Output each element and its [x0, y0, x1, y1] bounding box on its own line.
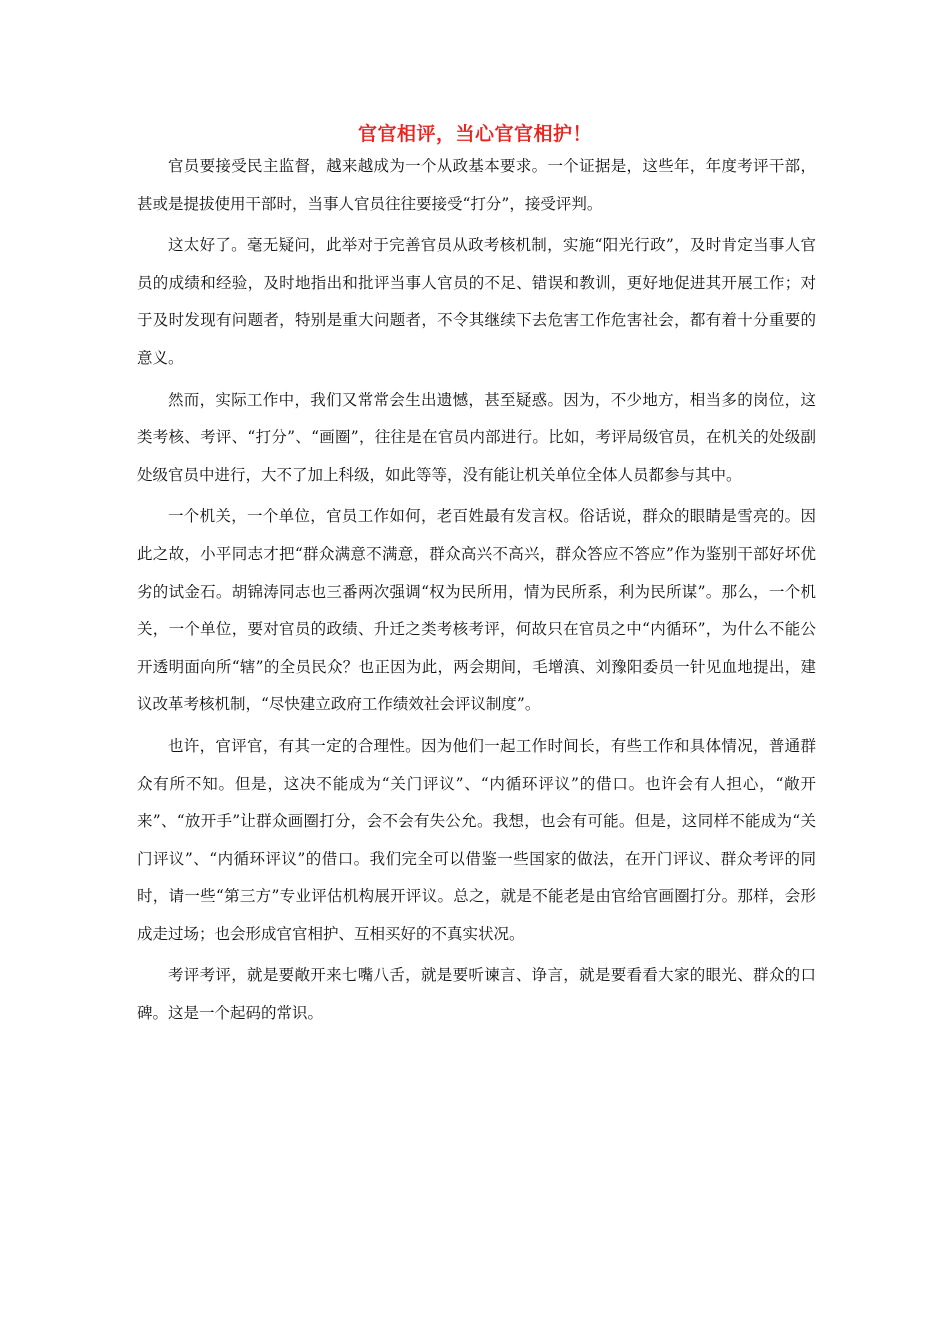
document-title: 官官相评，当心官官相护！ [357, 123, 592, 145]
paragraph-5: 也许，官评官，有其一定的合理性。因为他们一起工作时间长，有些工作和具体情况，普通群众有所不知。但是，这决不能成为“关门评议”、“内循环评议”的借口。也许会有人担心，“敞开来”、“放开手”让群众画圈打分，会不会有失公允。我想，也会有可能。但是，这同样不能成为“关门评议”、“内循环评议”的借口。我们完全可以借鉴一些国家的做法，在开门评议、群众考评的同时，请一些“第三方”专业评估机构展开评议。总之，就是不能老是由官给官画圈打分。那样，会形成走过场；也会形成官官相护、互相买好的不真实状况。 [137, 736, 816, 943]
paragraph-4: 一个机关，一个单位，官员工作如何，老百姓最有发言权。俗话说，群众的眼睛是雪亮的。因此之故，小平同志才把“群众满意不满意，群众高兴不高兴，群众答应不答应”作为鉴别干部好坏优劣的试金石。胡锦涛同志也三番两次强调“权为民所用，情为民所系，利为民所谋”。那么，一个机关，一个单位，要对官员的政绩、升迁之类考核考评，何故只在官员之中“内循环”，为什么不能公开透明面向所“辖”的全员民众？也正因为此，两会期间，毛增滇、刘豫阳委员一针见血地提出，建议改革考核机制，“尽快建立政府工作绩效社会评议制度”。 [137, 507, 816, 714]
document-body [137, 148, 816, 1037]
paragraph-1: 官员要接受民主监督，越来越成为一个从政基本要求。一个证据是，这些年，年度考评干部，甚或是提拔使用干部时，当事人官员往往要接受“打分”，接受评判。 [137, 157, 816, 213]
paragraph-6: 考评考评，就是要敞开来七嘴八舌，就是要听谏言、诤言，就是要看看大家的眼光、群众的口碑。这是一个起码的常识。 [137, 966, 816, 1023]
paragraph-2: 这太好了。毫无疑问，此举对于完善官员从政考核机制，实施“阳光行政”，及时肯定当事人官员的成绩和经验，及时地指出和批评当事人官员的不足、错误和教训，更好地促进其开展工作；对于及时发现有问题者，特别是重大问题者，不令其继续下去危害工作危害社会，都有着十分重要的意义。 [137, 236, 816, 367]
paragraph-3: 然而，实际工作中，我们又常常会生出遗憾，甚至疑惑。因为，不少地方，相当多的岗位，这类考核、考评、“打分”、“画圈”，往往是在官员内部进行。比如，考评局级官员，在机关的处级副处级官员中进行，大不了加上科级，如此等等，没有能让机关单位全体人员都参与其中。 [137, 390, 816, 484]
